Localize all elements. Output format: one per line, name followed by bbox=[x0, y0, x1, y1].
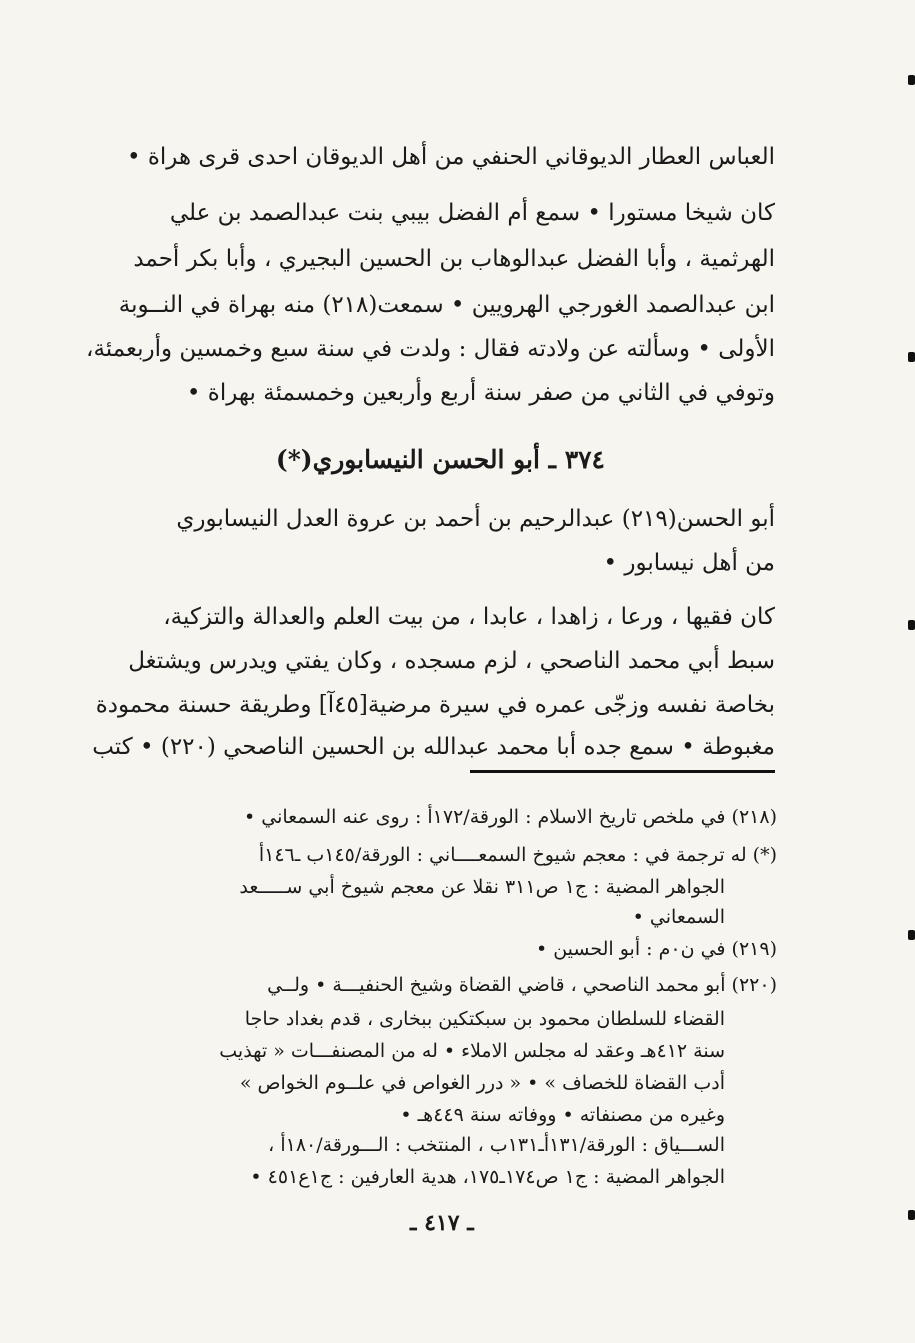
footnote-218: (٢١٨) في ملخص تاريخ الاسلام : الورقة/١٧٢أ : روى عنه السمعاني • bbox=[244, 806, 777, 828]
footnote-star-line-1: (*) له ترجمة في : معجم شيوخ السمعــــاني : الورقة/١٤٥ب ـ١٤٦أ bbox=[258, 844, 777, 866]
footnote-220-line-5: وغيره من مصنفاته • ووفاته سنة ٤٤٩هـ • bbox=[400, 1104, 725, 1126]
footnote-star-line-2: الجواهر المضية : ج١ ص٣١١ نقلا عن معجم شيوخ أبي ســـــعد bbox=[239, 876, 725, 898]
margin-mark bbox=[908, 352, 915, 362]
entry-heading: ٣٧٤ ـ أبو الحسن النيسابوري(*) bbox=[275, 445, 605, 474]
paragraph-1-line-1: كان شيخا مستورا • سمع أم الفضل بيبي بنت عبدالصمد بن علي bbox=[169, 200, 775, 226]
paragraph-2-line-1: أبو الحسن(٢١٩) عبدالرحيم بن أحمد بن عروة العدل النيسابوري bbox=[176, 506, 775, 532]
footnote-star-line-3: السمعاني • bbox=[632, 906, 725, 928]
footnote-220-line-6: الســـياق : الورقة/١٣١أـ١٣١ب ، المنتخب : الـــورقة/١٨٠أ ، bbox=[268, 1134, 725, 1156]
margin-mark bbox=[908, 620, 915, 630]
paragraph-3-line-3: بخاصة نفسه وزجّى عمره في سيرة مرضية[٤٥آ] وطريقة حسنة محمودة bbox=[95, 692, 775, 718]
paragraph-1-line-5: وتوفي في الثاني من صفر سنة أربع وأربعين وخمسمئة بهراة • bbox=[186, 380, 775, 406]
footnote-divider bbox=[470, 770, 775, 773]
footnote-220-line-7: الجواهر المضية : ج١ ص١٧٤ـ١٧٥، هدية العارفين : ج١ع٤٥١ • bbox=[250, 1166, 725, 1188]
paragraph-3-line-1: كان فقيها ، ورعا ، زاهدا ، عابدا ، من بيت العلم والعدالة والتزكية، bbox=[163, 604, 775, 630]
opening-line: العباس العطار الديوقاني الحنفي من أهل الديوقان احدى قرى هراة • bbox=[126, 144, 775, 170]
paragraph-1-line-4: الأولى • وسألته عن ولادته فقال : ولدت في سنة سبع وخمسين وأربعمئة، bbox=[86, 336, 775, 362]
margin-mark bbox=[908, 1210, 915, 1220]
footnote-219: (٢١٩) في ن٠م : أبو الحسين • bbox=[535, 938, 777, 960]
footnote-220-line-2: القضاء للسلطان محمود بن سبكتكين ببخارى ، قدم بغداد حاجا bbox=[244, 1008, 725, 1030]
margin-mark bbox=[908, 75, 915, 85]
paragraph-1-line-2: الهرثمية ، وأبا الفضل عبدالوهاب بن الحسين البجيري ، وأبا بكر أحمد bbox=[133, 246, 775, 272]
footnote-220-line-1: (٢٢٠) أبو محمد الناصحي ، قاضي القضاة وشيخ الحنفيـــة • ولــي bbox=[267, 974, 777, 996]
margin-mark bbox=[908, 930, 915, 940]
paragraph-1-line-3: ابن عبدالصمد الغورجي الهرويين • سمعت(٢١٨) منه بهراة في النــوبة bbox=[118, 292, 775, 318]
paragraph-3-line-4: مغبوطة • سمع جده أبا محمد عبدالله بن الحسين الناصحي (٢٢٠) • كتب bbox=[92, 734, 775, 760]
paragraph-3-line-2: سبط أبي محمد الناصحي ، لزم مسجده ، وكان يفتي ويدرس ويشتغل bbox=[128, 648, 775, 674]
paragraph-2-line-2: من أهل نيسابور • bbox=[603, 550, 775, 576]
footnote-220-line-4: أدب القضاة للخصاف » • « درر الغواص في علــوم الخواص » bbox=[239, 1072, 725, 1094]
footnote-220-line-3: سنة ٤١٢هـ وعقد له مجلس الاملاء • له من المصنفـــات « تهذيب bbox=[219, 1040, 725, 1062]
page-number: ـ ٤١٧ ـ bbox=[410, 1210, 474, 1236]
